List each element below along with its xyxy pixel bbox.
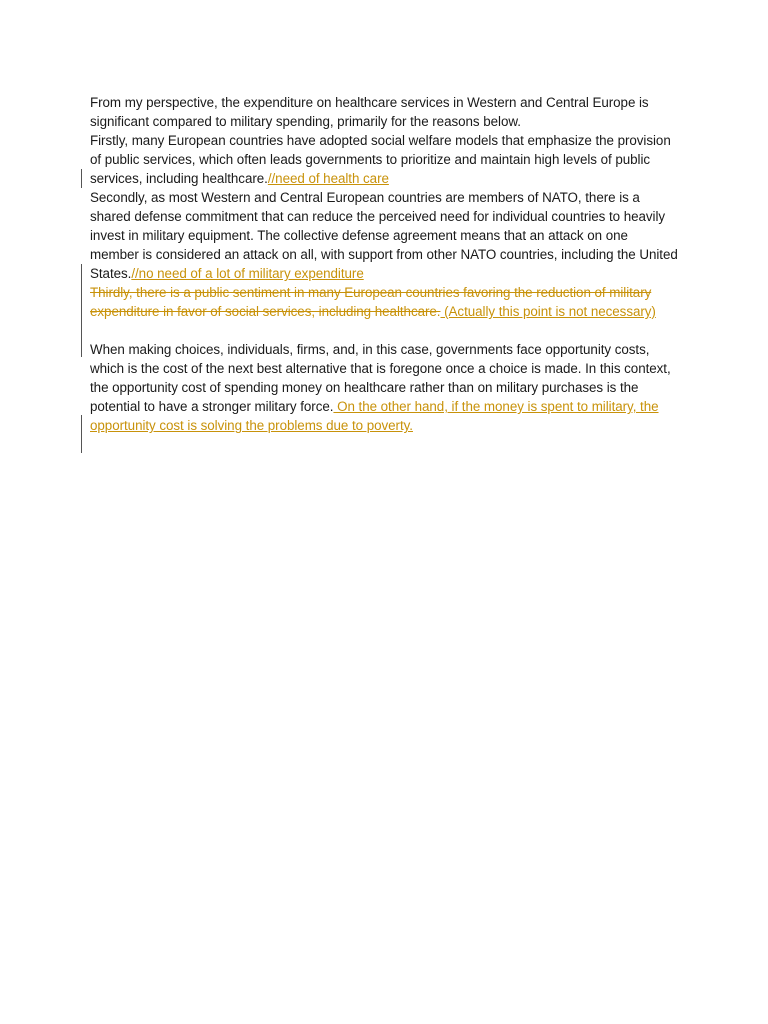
reason-two-paragraph bbox=[90, 188, 678, 283]
inserted-comment: (Actually this point is not necessary) bbox=[440, 304, 656, 319]
reason-two-text: Secondly, as most Western and Central European countries are members of NATO, there is a shared defense commitment that can reduce the perceived need for individual countries to heavily invest in military equipment. The collective defense agreement means that an attack on one member is considered an attack on all, with support from other NATO countries, including the United States. bbox=[90, 190, 678, 281]
opportunity-cost-paragraph bbox=[90, 340, 678, 435]
inserted-comment: //no need of a lot of military expenditure bbox=[131, 266, 364, 281]
intro-text: From my perspective, the expenditure on healthcare services in Western and Central Europe is significant compared to military spending, primarily for the reasons below. bbox=[90, 95, 649, 129]
empty-line bbox=[90, 321, 678, 340]
opportunity-cost-text: When making choices, individuals, firms, and, in this case, governments face opportunity costs, which is the cost of the next best alternative that is foregone once a choice is made. In this context, the opportunity cost of spending money on healthcare rather than on military purchases is the potential to have a stronger military force. bbox=[90, 342, 671, 414]
inserted-comment: On the other hand, if the money is spent to military, the opportunity cost is solving the problems due to poverty. bbox=[90, 399, 659, 433]
deleted-text: Thirdly, there is a public sentiment in many European countries favoring the reduction of military expenditure in favor of social services, including healthcare. bbox=[90, 285, 652, 319]
reason-three-paragraph bbox=[90, 283, 678, 321]
change-bar bbox=[81, 264, 82, 357]
change-bar bbox=[81, 169, 82, 188]
inserted-comment: //need of health care bbox=[267, 171, 389, 186]
change-bar bbox=[81, 415, 82, 453]
reason-one-paragraph bbox=[90, 131, 678, 188]
document-body[interactable] bbox=[90, 93, 678, 435]
intro-paragraph bbox=[90, 93, 678, 131]
reason-one-text: Firstly, many European countries have adopted social welfare models that emphasize the provision of public services, which often leads governments to prioritize and maintain high levels of public services, including healthcare. bbox=[90, 133, 671, 186]
